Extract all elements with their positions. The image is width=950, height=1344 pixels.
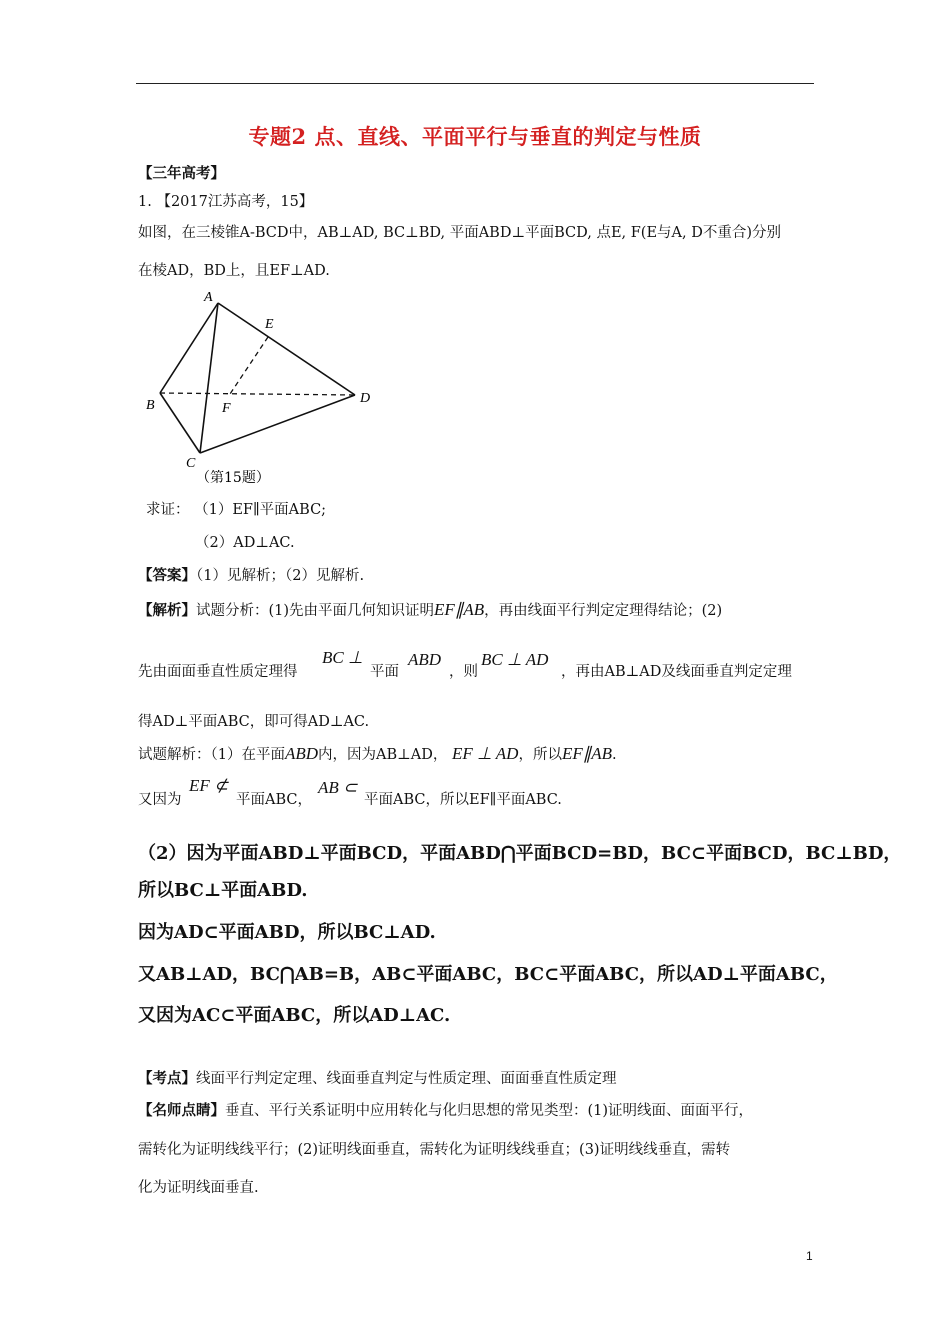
question-stem-line-2: 在棱AD，BD上，且EF⊥AD. [138,263,330,279]
part2-line-3: 因为AD⊂平面ABD，所以BC⊥AD. [138,922,436,943]
analysis-text: ，再由AB⊥AD及线面垂直判定定理 [561,664,792,680]
math-ef-parallel-ab: EF∥AB [434,600,485,619]
analysis-line-4 [138,744,617,765]
math-ab-subset: AB ⊂ [318,778,358,797]
answer-line [138,566,364,586]
analysis-text: ，则 [449,664,478,680]
mingshi-line-1 [138,1101,753,1121]
question-header [138,192,313,212]
prove-item-2: （2）AD⊥AC. [195,535,295,551]
analysis-line-5: 又因为 [138,792,182,808]
mingshi-line-3: 化为证明线面垂直. [138,1180,259,1196]
label-d: D [360,391,371,406]
math-ef-perp-ad: EF ⊥ AD [452,744,519,763]
question-number: 1. [138,194,152,210]
edge-bd-dashed [160,393,355,395]
edge-bc [160,393,200,453]
math-ef-parallel-ab: EF∥AB [561,744,612,763]
label-c: C [186,456,196,471]
prove-label: 求证： [146,502,190,518]
analysis-line-2 [138,662,298,682]
analysis-text: 平面 [370,664,399,680]
answer-tag: 【答案】 [138,567,196,584]
analysis-text: . [612,747,617,763]
mingshi-tag: 【名师点睛】 [138,1102,225,1119]
part2-line-5: 又因为AC⊂平面ABC，所以AD⊥AC. [138,1005,451,1026]
label-a: A [204,290,213,305]
answer-text: （1）见解析；（2）见解析. [196,568,365,584]
math-bc-perp-ad: BC ⊥ AD [481,650,549,669]
page-number: 1 [806,1249,813,1263]
question-source: 【2017江苏高考，15】 [156,194,314,210]
math-bc-perp: BC ⊥ [322,648,363,667]
analysis-text: 内，因为AB⊥AD， [318,747,448,763]
label-f: F [222,401,231,416]
part2-line-4: 又AB⊥AD，BC⋂AB=B，AB⊂平面ABC，BC⊂平面ABC，所以AD⊥平面ABC， [138,964,838,985]
mingshi-text: 垂直、平行关系证明中应用转化与化归思想的常见类型：(1)证明线面、面面平行， [225,1103,754,1119]
question-stem-line-1: 如图，在三棱锥A-BCD中，AB⊥AD, BC⊥BD, 平面ABD⊥平面BCD, 点E, F(E与A, D不重合)分别 [138,225,782,241]
math-ef-not-subset: EF ⊄ [189,776,229,795]
math-abd: ABD [408,650,442,669]
analysis-text: 平面ABC，所以EF∥平面ABC. [364,792,562,808]
part2-line-1: （2）因为平面ABD⊥平面BCD，平面ABD⋂平面BCD=BD，BC⊂平面BCD，BC⊥BD， [138,843,902,864]
section-heading: 【三年高考】 [138,165,225,182]
figure-caption: （第15题） [196,470,270,486]
kaodian-line [138,1069,617,1089]
label-e: E [265,317,274,332]
prove-line-1 [146,500,326,520]
math-abd: ABD [284,744,319,763]
page-title: 专题2 点、直线、平面平行与垂直的判定与性质 [248,124,702,149]
part2-line-2: 所以BC⊥平面ABD. [138,880,308,901]
kaodian-text: 线面平行判定定理、线面垂直判定与性质定理、面面垂直性质定理 [196,1071,617,1087]
prove-item-1: （1）EF∥平面ABC; [194,502,327,518]
analysis-text: 试题分析：(1)先由平面几何知识证明 [196,603,435,619]
tetrahedron-figure [140,285,380,490]
segment-ef-dashed [230,337,268,394]
analysis-text: ，再由线面平行判定定理得结论；(2) [484,603,723,619]
kaodian-tag: 【考点】 [138,1070,196,1087]
analysis-text: ，所以 [518,747,562,763]
label-b: B [146,398,155,413]
analysis-tag: 【解析】 [138,602,196,619]
analysis-text: 先由面面垂直性质定理得 [138,664,298,680]
analysis-line-1 [138,600,722,621]
analysis-line-3: 得AD⊥平面ABC，即可得AD⊥AC. [138,714,370,730]
analysis-text: 平面ABC， [236,792,312,808]
edge-ad [218,303,355,395]
header-rule [136,83,814,84]
mingshi-line-2: 需转化为证明线线平行；(2)证明线面垂直，需转化为证明线线垂直；(3)证明线线垂直，需转 [138,1142,731,1158]
analysis-text: 试题解析：（1）在平面 [138,747,285,763]
